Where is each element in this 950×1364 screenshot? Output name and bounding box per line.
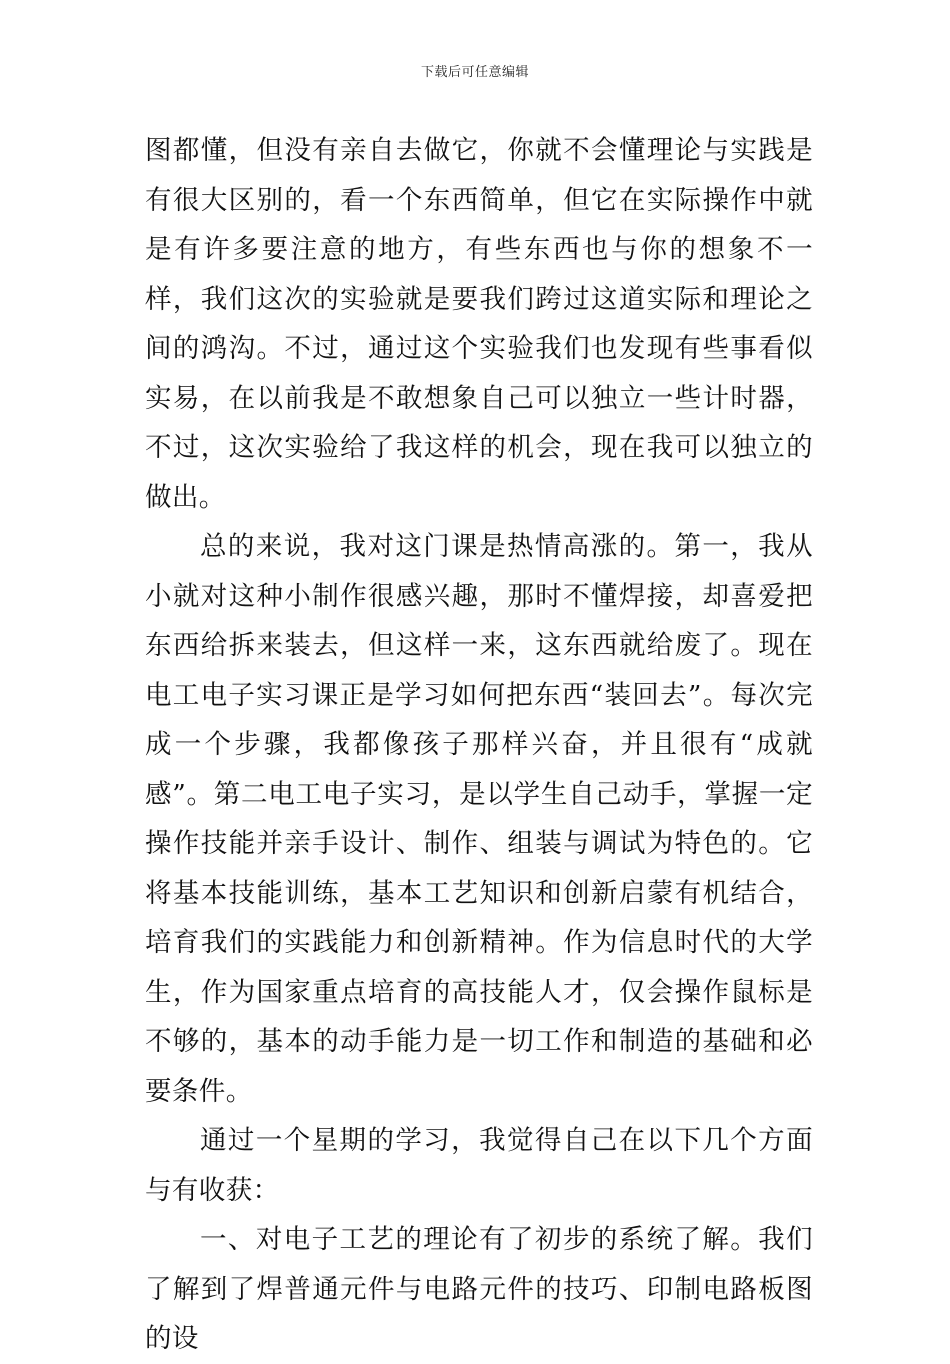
paragraph-1: 图都懂，但没有亲自去做它，你就不会懂理论与实践是有很大区别的，看一个东西简单，但它在实际操作中就是有许多要注意的地方，有些东西也与你的想象不一样，我们这次的实验就是要我们跨过这道实际和理论之间的鸿沟。不过，通过这个实验我们也发现有些事看似实易，在以前我是不敢想象自己可以独立一些计时器，不过，这次实验给了我这样的机会，现在我可以独立的做出。 — [145, 135, 813, 513]
paragraph-2: 总的来说，我对这门课是热情高涨的。第一，我从小就对这种小制作很感兴趣，那时不懂焊接，却喜爱把东西给拆来装去，但这样一来，这东西就给废了。现在电工电子实习课正是学习如何把东西“装回去”。每次完成一个步骤，我都像孩子那样兴奋，并且很有“成就感”。第二电工电子实习，是以学生自己动手，掌握一定操作技能并亲手设计、制作、组装与调试为特色的。它将基本技能训练，基本工艺知识和创新启蒙有机结合，培育我们的实践能力和创新精神。作为信息时代的大学生，作为国家重点培育的高技能人才，仅会操作鼠标是不够的，基本的动手能力是一切工作和制造的基础和必要条件。 — [145, 531, 813, 1107]
document-body — [145, 126, 813, 1364]
page-header: 下载后可任意编辑 — [420, 65, 529, 80]
paragraph-3: 通过一个星期的学习，我觉得自己在以下几个方面与有收获： — [145, 1125, 813, 1206]
paragraph-4: 一、对电子工艺的理论有了初步的系统了解。我们了解到了焊普通元件与电路元件的技巧、印制电路板图的设 — [145, 1224, 813, 1354]
